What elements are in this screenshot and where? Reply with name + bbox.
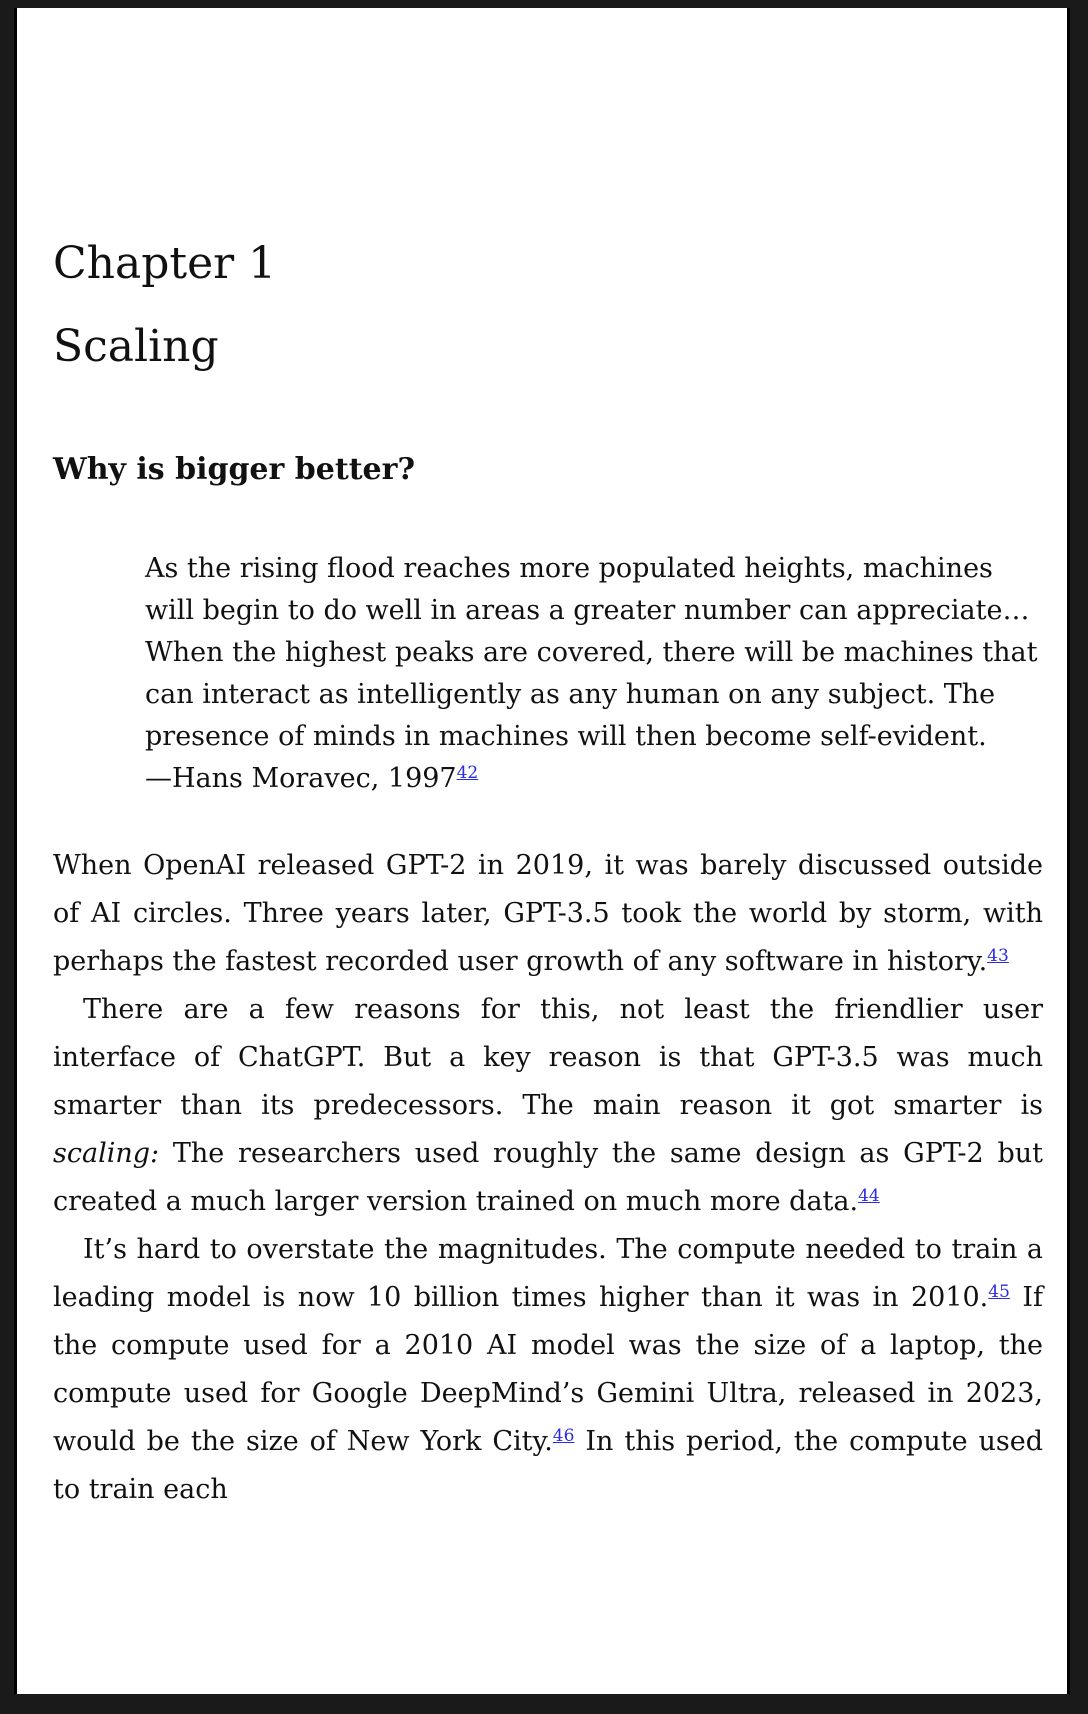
paragraph-text: In this period, the compute used to train each — [53, 1426, 1043, 1505]
footnote-link-42[interactable]: 42 — [456, 763, 479, 783]
footnote-link-43[interactable]: 43 — [987, 946, 1009, 966]
epigraph-quote: As the rising flood reaches more populated heights, machines will begin to do well in areas a greater number can appreciate… When the highest peaks are covered, there will be machines that can interact as intelligently as any human on any subject. The presence of minds in machines will then become self-evident. — [145, 553, 1038, 752]
section-heading: Why is bigger better? — [53, 452, 416, 487]
chapter-number: Chapter 1 — [53, 238, 277, 289]
book-page — [14, 8, 1070, 1694]
body-text — [53, 842, 1043, 1514]
epigraph-attribution — [145, 758, 1045, 800]
paragraph-1 — [53, 842, 1043, 986]
paragraph-2 — [53, 986, 1043, 1226]
paragraph-text: There are a few reasons for this, not least the friendlier user interface of ChatGPT. But a key reason is that GPT-3.5 was much smarter than its predecessors. The main reason it got smarter is — [53, 994, 1043, 1121]
footnote-link-45[interactable]: 45 — [988, 1282, 1010, 1302]
paragraph-text: The researchers used roughly the same design as GPT-2 but created a much larger version trained on much more data. — [53, 1138, 1043, 1217]
paragraph-text: It’s hard to overstate the magnitudes. The compute needed to train a leading model is now 10 billion times higher than it was in 2010. — [53, 1234, 1043, 1313]
chapter-title: Scaling — [53, 321, 219, 372]
footnote-link-46[interactable]: 46 — [552, 1426, 575, 1446]
footnote-link-44[interactable]: 44 — [858, 1186, 880, 1206]
paragraph-3 — [53, 1226, 1043, 1514]
paragraph-text: When OpenAI released GPT-2 in 2019, it was barely discussed outside of AI circles. Three years later, GPT-3.5 took the world by storm, with perhaps the fastest recorded user growth of any software in history. — [53, 850, 1043, 977]
epigraph-attribution-text: —Hans Moravec, 1997 — [145, 763, 457, 794]
paragraph-text: If the compute used for a 2010 AI model was the size of a laptop, the compute used for Google DeepMind’s Gemini Ultra, released in 2023, would be the size of New York City. — [53, 1282, 1043, 1457]
epigraph — [145, 548, 1045, 800]
emphasis-scaling: scaling: — [53, 1138, 160, 1169]
